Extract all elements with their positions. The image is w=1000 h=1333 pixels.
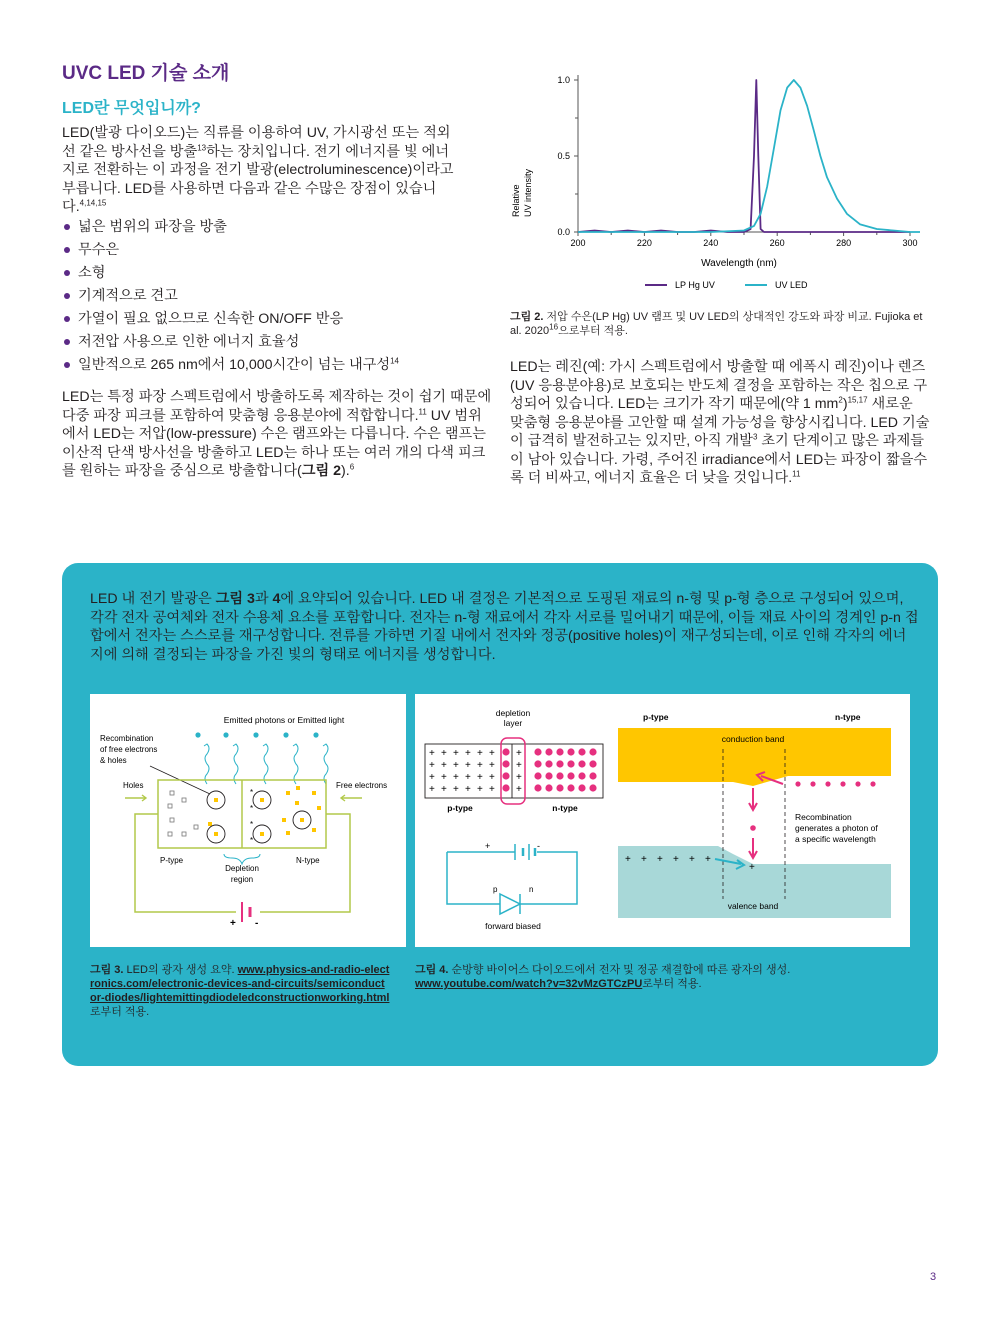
list-item: 일반적으로 265 nm에서 10,000시간이 넘는 내구성$^{14}$ [62, 356, 482, 379]
junction-star: * [250, 836, 254, 845]
recombination-label-3: & holes [100, 756, 127, 765]
recombination-label-1: Recombination [795, 812, 852, 822]
hole: + [657, 854, 663, 865]
hole: + [477, 748, 483, 759]
series-line-lp-hg [578, 80, 910, 232]
y-tick-label: 1.0 [557, 75, 570, 85]
hole: + [749, 862, 755, 873]
electron [260, 798, 264, 802]
electron [589, 760, 596, 767]
junction-star: * [250, 820, 254, 829]
hole: + [453, 784, 459, 795]
figure-4 [415, 694, 910, 947]
electron [534, 748, 541, 755]
hole: + [453, 760, 459, 771]
electron [840, 781, 845, 786]
page-title: UVC LED 기술 소개 [62, 63, 230, 84]
hole: + [477, 760, 483, 771]
electron [534, 784, 541, 791]
electron [825, 781, 830, 786]
electron [502, 760, 509, 767]
hole: + [625, 854, 631, 865]
photon-dot [750, 825, 756, 831]
figure-3-caption: 그림 3. LED의 광자 생성 요약. www.physics-and-radio-electronics.com/electronic-devices-and-circuits/semiconductor-diodes/lightemittingdiodeledconstructionworking.html로부터 적용. [90, 964, 390, 1018]
photon-dot [313, 732, 318, 737]
holes-group [168, 791, 212, 836]
y-tick-label: 0.0 [557, 227, 570, 237]
recombination-circles [207, 788, 311, 845]
hole: + [489, 748, 495, 759]
hole: + [441, 784, 447, 795]
figure-2-caption: 그림 2. 저압 수은(LP Hg) UV 램프 및 UV LED의 상대적인 강도와 파장 비교. Fujioka et al. 2020$^{16}$으로부터 적용. [510, 311, 923, 337]
hole [168, 832, 172, 836]
electron [578, 748, 585, 755]
electron [214, 832, 218, 836]
figure-4-source-link[interactable]: www.youtube.com/watch?v=32vMzGTCzPU [415, 978, 643, 990]
electron [502, 784, 509, 791]
electron [534, 772, 541, 779]
spectrum-chart-svg [505, 65, 930, 300]
electron [300, 818, 304, 822]
recombination-label-2: generates a photon of [795, 823, 878, 833]
y-axis-label-1: Relative [511, 184, 521, 217]
photon-dot [253, 732, 258, 737]
circuit-wire [447, 852, 577, 904]
hole: + [516, 772, 522, 783]
photon-dot [195, 732, 200, 737]
hole: + [516, 784, 522, 795]
hole: + [441, 772, 447, 783]
y-axis-label-2: UV intensity [523, 168, 533, 217]
forward-biased-label: forward biased [485, 921, 541, 931]
electron [589, 772, 596, 779]
electron [317, 806, 321, 810]
intro-paragraph: LED(발광 다이오드)는 직류를 이용하여 UV, 가시광선 또는 적외선 같은 방사선을 방출$^{13}$하는 장치입니다. 전기 에너지를 빛 에너지로 전환하는 이 과정을 전기 발광(electroluminescence)이라고 부릅니다. LED를 사용하면 다음과 같은 수많은 장점이 있습니다.$^{4,14,15}$ [62, 125, 454, 215]
chart-legend [645, 280, 808, 290]
depletion-brace [224, 854, 260, 864]
free-electrons-label: Free electrons [336, 781, 388, 790]
diode-p-label: p [493, 885, 498, 894]
x-axis-label: Wavelength (nm) [701, 258, 777, 269]
figure-3-source-link[interactable]: www.physics-and-radio-electronics.com/electronic-devices-and-circuits/semiconductor-diodes/lightemittingdiodeledconstructionworking.html [90, 964, 390, 1004]
electron [870, 781, 875, 786]
x-tick-label: 280 [836, 238, 852, 248]
led-chip-paragraph: LED는 레진(예: 가시 스펙트럼에서 방출할 때 에폭시 레진)이나 렌즈(UV 응용분야용)로 보호되는 반도체 결정을 포함하는 작은 칩으로 구성되어 있습니다. LED는 크기가 작기 때문에(약 1 $mm^2)^{15,17}$ 새로운 맞춤형 응용분야를 고안할 때 설계 가능성을 향상시킵니다. LED 기술이 급격히 발전하고는 있지만, 아직 개발$^3$ 초기 단계이고 많은 과제들이 남아 있습니다. 가령, 주어진 irradiance에서 LED는 파장이 짧을수록 더 비싸고, 에너지 효율은 더 낮을 것입니다.$^{11}$ [510, 359, 930, 486]
figure-4-caption: 그림 4. 순방향 바이어스 다이오드에서 전자 및 정공 재결합에 따른 광자의 생성. www.youtube.com/watch?v=32vMzGTCzPU로부터 적용. [415, 964, 791, 990]
electron [556, 784, 563, 791]
hole: + [641, 854, 647, 865]
photon-wave [293, 744, 298, 784]
electron [214, 798, 218, 802]
spectrum-chart [505, 65, 930, 300]
hole: + [441, 760, 447, 771]
electron [567, 748, 574, 755]
electron [260, 832, 264, 836]
hole [170, 791, 174, 795]
electron [556, 760, 563, 767]
electron [545, 772, 552, 779]
depletion-layer-label-2: layer [503, 718, 523, 728]
series-line-uv-led [578, 80, 920, 232]
figure-4-diagram [415, 694, 910, 947]
conduction-electrons [795, 781, 875, 786]
battery-minus: - [537, 841, 540, 851]
advantages-list [62, 218, 482, 379]
figure-3-diagram [90, 694, 406, 947]
electron [567, 760, 574, 767]
hole: + [705, 854, 711, 865]
electron [295, 801, 299, 805]
electron [567, 772, 574, 779]
photon-dot [283, 732, 288, 737]
electron [286, 791, 290, 795]
electron [567, 784, 574, 791]
hole [168, 804, 172, 808]
electron [556, 748, 563, 755]
hole: + [516, 748, 522, 759]
n-type-label-left: n-type [552, 803, 578, 813]
x-tick-label: 220 [636, 238, 652, 248]
x-tick-label: 240 [703, 238, 719, 248]
hole: + [453, 748, 459, 759]
electron [286, 831, 290, 835]
battery-minus: - [255, 918, 259, 929]
list-item: 무수은 [62, 241, 482, 264]
emitted-light-label: Emitted photons or Emitted light [223, 715, 345, 725]
conduction-band-label: conduction band [721, 734, 785, 744]
photon-wave [233, 744, 238, 784]
photon-wave [323, 744, 328, 784]
hole: + [477, 772, 483, 783]
legend-label-lp-hg: LP Hg UV [675, 280, 715, 290]
electron [810, 781, 815, 786]
hole [194, 825, 198, 829]
electron [545, 760, 552, 767]
hole: + [489, 784, 495, 795]
electron [578, 772, 585, 779]
electron [578, 760, 585, 767]
photon-wave [204, 744, 209, 784]
electron [556, 772, 563, 779]
depletion-label-1: Depletion [225, 864, 259, 873]
hole: + [429, 772, 435, 783]
electron [589, 748, 596, 755]
hole: + [673, 854, 679, 865]
electron [545, 748, 552, 755]
electrons-group [282, 786, 321, 835]
p-type-label: P-type [160, 856, 184, 865]
electron [795, 781, 800, 786]
hole: + [429, 748, 435, 759]
electron [296, 786, 300, 790]
n-type-label: N-type [296, 856, 320, 865]
hole [170, 818, 174, 822]
hole: + [489, 760, 495, 771]
hole: + [489, 772, 495, 783]
hole [208, 822, 212, 826]
page-number: 3 [930, 1271, 937, 1283]
led-spectrum-paragraph: LED는 특정 파장 스펙트럼에서 방출하도록 제작하는 것이 쉽기 때문에 다중 파장 피크를 포함하여 맞춤형 응용분야에 적합합니다.$^{11}$ UV 범위에서 LED는 저압(low-pressure) 수은 램프와는 다릅니다. 수은 램프는 이산적 단색 방사선을 방출하고 LED는 하나 또는 여러 개의 다색 피크를 원하는 파장을 중심으로 방출합니다(그림 2).$^6$ [62, 389, 492, 479]
photon-group [195, 732, 328, 784]
y-tick-label: 0.5 [557, 151, 570, 161]
list-item: 저전압 사용으로 인한 에너지 효율성 [62, 333, 482, 356]
hole: + [465, 760, 471, 771]
photon-wave [263, 744, 268, 784]
p-type-label-right: p-type [643, 712, 669, 722]
x-tick-label: 300 [902, 238, 918, 248]
depletion-layer-label-1: depletion [495, 708, 531, 718]
list-item: 소형 [62, 264, 482, 287]
x-tick-label: 200 [570, 238, 586, 248]
hole: + [429, 760, 435, 771]
diode-symbol [500, 894, 520, 914]
electron [502, 748, 509, 755]
list-item: 넓은 범위의 파장을 방출 [62, 218, 482, 241]
recombination-label-1: Recombination [100, 734, 154, 743]
n-type-label-right: n-type [835, 712, 861, 722]
electron [312, 828, 316, 832]
hole [182, 798, 186, 802]
electron [534, 760, 541, 767]
circuit-wire-left [135, 814, 236, 912]
battery-plus: + [230, 918, 236, 929]
hole: + [441, 748, 447, 759]
hole: + [516, 760, 522, 771]
diode-n-label: n [529, 885, 534, 894]
junction-star: * [250, 788, 254, 797]
pn-block [425, 744, 603, 798]
p-type-label-left: p-type [447, 803, 473, 813]
electron [312, 791, 316, 795]
junction-star: * [250, 804, 254, 813]
recombination-label-3: a specific wavelength [795, 834, 876, 844]
electron [589, 784, 596, 791]
section-heading: LED란 무엇입니까? [62, 100, 201, 117]
legend-label-uv-led: UV LED [775, 280, 808, 290]
depletion-label-2: region [230, 875, 254, 884]
hole: + [465, 772, 471, 783]
electron [855, 781, 860, 786]
electron [282, 818, 286, 822]
electron [578, 784, 585, 791]
hole: + [465, 784, 471, 795]
electron [502, 772, 509, 779]
hole: + [477, 784, 483, 795]
hole: + [465, 748, 471, 759]
hole [182, 832, 186, 836]
electron [545, 784, 552, 791]
list-item: 가열이 필요 없으므로 신속한 ON/OFF 반응 [62, 310, 482, 333]
valence-band-label: valence band [727, 901, 779, 911]
panel-paragraph: LED 내 전기 발광은 그림 3과 4에 요약되어 있습니다. LED 내 결정은 기본적으로 도핑된 재료의 n-형 및 p-형 층으로 구성되어 있으며, 각각 전자 공여체와 전자 수용체 요소를 포함합니다. 전자는 n-형 재료에서 각자 서로를 밀어내기 때문에, 이들 재료 사이의 경계인 p-n 접합에서 전자는 스스로를 재구성합니다. 전류를 가하면 기질 내에서 전자와 정공(positive holes)이 재구성되는데, 이로 인해 각자의 에너지에 의해 결정되는 파장을 가진 빛의 형태로 에너지를 생성합니다. [90, 591, 919, 663]
list-item: 기계적으로 견고 [62, 287, 482, 310]
hole: + [429, 784, 435, 795]
recombination-label-2: of free electrons [100, 745, 158, 754]
x-tick-label: 260 [769, 238, 785, 248]
photon-dot [223, 732, 228, 737]
figure-3 [90, 694, 406, 947]
hole: + [689, 854, 695, 865]
hole: + [453, 772, 459, 783]
holes-label: Holes [123, 781, 144, 790]
battery-plus: + [485, 841, 491, 851]
